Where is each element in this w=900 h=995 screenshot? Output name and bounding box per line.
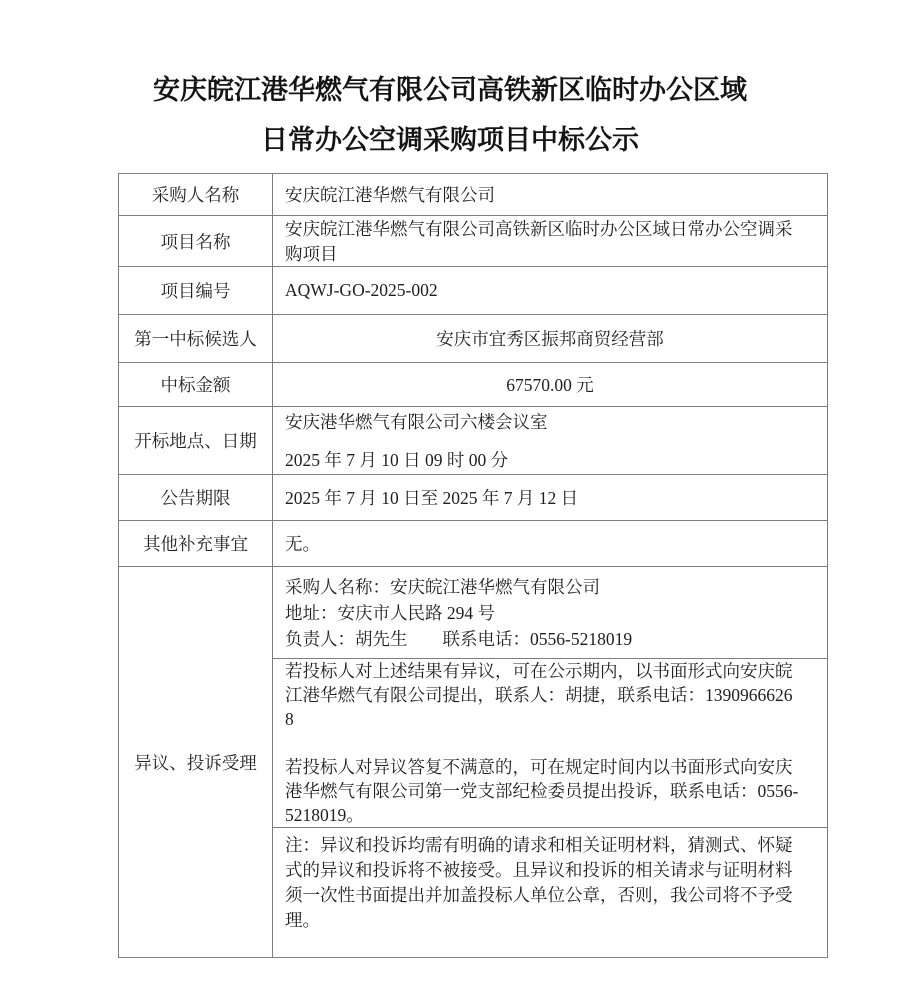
- opening-place-line: 安庆港华燃气有限公司六楼会议室: [285, 411, 548, 432]
- row-label-other-matters: 其他补充事宜: [119, 521, 273, 567]
- row-value-opening-place-date: [273, 407, 828, 475]
- row-value-other-matters: 无。: [273, 521, 828, 567]
- page-title: [0, 0, 900, 165]
- row-value-purchaser-name: 安庆皖江港华燃气有限公司: [273, 174, 828, 216]
- contact-address-line: 地址：安庆市人民路 294 号: [285, 602, 495, 623]
- row-label-announcement-period: 公告期限: [119, 475, 273, 521]
- table-row: [119, 567, 828, 659]
- announcement-table-container: [118, 173, 900, 958]
- opening-date-line: 2025 年 7 月 10 日 09 时 00 分: [285, 449, 509, 470]
- table-row: [119, 363, 828, 407]
- row-label-first-candidate: 第一中标候选人: [119, 315, 273, 363]
- row-label-purchaser-name: 采购人名称: [119, 174, 273, 216]
- row-label-opening-place-date: 开标地点、日期: [119, 407, 273, 475]
- table-row: [119, 475, 828, 521]
- page-title-line-1: 安庆皖江港华燃气有限公司高铁新区临时办公区域: [153, 75, 747, 105]
- row-value-award-amount: 67570.00 元: [273, 363, 828, 407]
- objection-paragraph-1: 若投标人对上述结果有异议，可在公示期内，以书面形式向安庆皖江港华燃气有限公司提出，联系人：胡捷，联系电话：13909666268: [285, 661, 793, 729]
- objection-note-cell: [273, 828, 828, 958]
- row-value-project-number: AQWJ-GO-2025-002: [273, 267, 828, 315]
- table-row: [119, 521, 828, 567]
- row-value-announcement-period: 2025 年 7 月 10 日至 2025 年 7 月 12 日: [273, 475, 828, 521]
- table-row: [119, 315, 828, 363]
- row-label-award-amount: 中标金额: [119, 363, 273, 407]
- row-value-project-name: 安庆皖江港华燃气有限公司高铁新区临时办公区域日常办公空调采购项目: [273, 216, 828, 267]
- row-label-project-number: 项目编号: [119, 267, 273, 315]
- table-row: [119, 174, 828, 216]
- table-row: [119, 267, 828, 315]
- objection-paragraph-2: 若投标人对异议答复不满意的，可在规定时间内以书面形式向安庆港华燃气有限公司第一党支部纪检委员提出投诉，联系电话：0556-5218019。: [285, 757, 799, 825]
- row-value-first-candidate: 安庆市宜秀区振邦商贸经营部: [273, 315, 828, 363]
- announcement-table: [118, 173, 828, 958]
- row-label-objection-handling: 异议、投诉受理: [119, 567, 273, 958]
- objection-note-text: 注：异议和投诉均需有明确的请求和相关证明材料，猜测式、怀疑式的异议和投诉将不被接受。且异议和投诉的相关请求与证明材料须一次性书面提出并加盖投标人单位公章，否则，我公司将不予受理。: [285, 835, 793, 930]
- table-row: [119, 216, 828, 267]
- contact-person-phone-line: 负责人：胡先生 联系电话：0556-5218019: [285, 628, 633, 649]
- table-row: [119, 407, 828, 475]
- row-label-project-name: 项目名称: [119, 216, 273, 267]
- objection-contact-cell: [273, 567, 828, 659]
- page-title-line-2: 日常办公空调采购项目中标公示: [261, 125, 639, 155]
- contact-purchaser-line: 采购人名称：安庆皖江港华燃气有限公司: [285, 576, 600, 597]
- objection-procedure-cell: [273, 659, 828, 828]
